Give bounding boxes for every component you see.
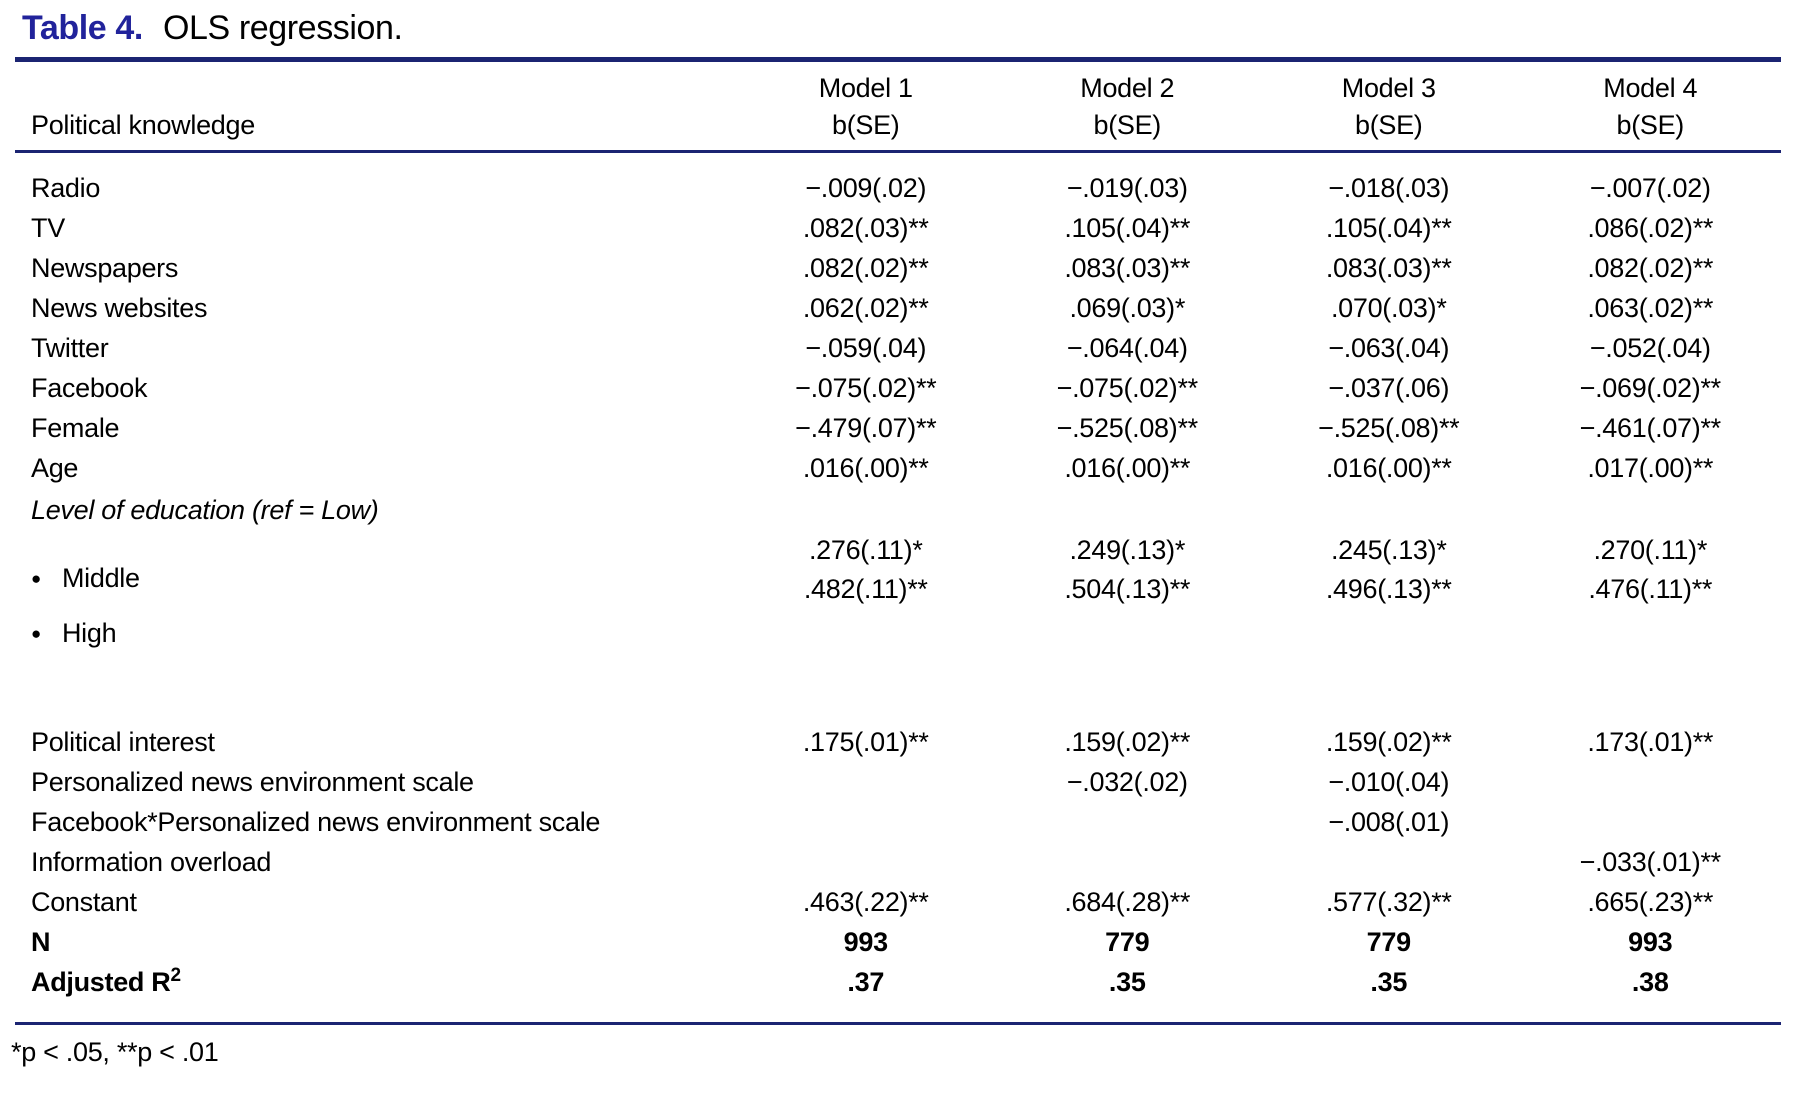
- table-row-adjusted-r2: [15, 962, 1781, 1002]
- cell-value: .35: [1108, 966, 1146, 997]
- paper-page: [11, 0, 1781, 1068]
- cell-value: .35: [1370, 966, 1408, 997]
- list-item-middle: [15, 563, 735, 594]
- cell-value: −.033(.01)**: [1579, 846, 1721, 877]
- header-model-3: Model 3: [1341, 73, 1436, 103]
- table-header: [15, 62, 1781, 150]
- cell-value: .016(.00)**: [1325, 452, 1452, 483]
- cell-value: .082(.02)**: [1587, 252, 1714, 283]
- table-row-tv: [15, 208, 1781, 248]
- table-title: [22, 0, 1781, 48]
- cell-value: .577(.32)**: [1325, 886, 1452, 917]
- header-stat-4: b(SE): [1616, 110, 1685, 140]
- cell-value: 993: [1628, 926, 1673, 957]
- row-label: Constant: [31, 886, 137, 917]
- cell-value: −.059(.04): [805, 332, 927, 363]
- cell-value: .173(.01)**: [1587, 726, 1714, 757]
- header-stat-1: b(SE): [831, 110, 900, 140]
- table-header-row-stats: [15, 107, 1781, 144]
- row-label: TV: [31, 212, 65, 243]
- table-row-political-interest: [15, 722, 1781, 762]
- header-stub: Political knowledge: [31, 110, 255, 140]
- cell-value: .175(.01)**: [802, 726, 929, 757]
- cell-value: .083(.03)**: [1325, 252, 1452, 283]
- table-row-news-websites: [15, 288, 1781, 328]
- cell-value: −.075(.02)**: [1056, 372, 1198, 403]
- row-label: Age: [31, 452, 79, 483]
- cell-value: −.525(.08)**: [1056, 412, 1198, 443]
- cell-value: −.008(.01): [1328, 806, 1450, 837]
- cell-value: .062(.02)**: [802, 292, 929, 323]
- bullet-icon: ●: [31, 568, 41, 588]
- cell-value: .016(.00)**: [802, 452, 929, 483]
- cell-value: .016(.00)**: [1064, 452, 1191, 483]
- row-label: Level of education (ref = Low): [31, 494, 379, 525]
- cell-value: −.063(.04): [1328, 332, 1450, 363]
- table-body: [15, 153, 1781, 1022]
- table-footnote: *p < .05, **p < .01: [11, 1037, 219, 1067]
- cell-value: .270(.11)*: [1593, 534, 1708, 565]
- cell-value: .38: [1631, 966, 1669, 997]
- table-bottom-rule: [15, 1022, 1781, 1025]
- cell-value: .159(.02)**: [1064, 726, 1191, 757]
- header-stat-3: b(SE): [1354, 110, 1423, 140]
- cell-value: −.069(.02)**: [1579, 372, 1721, 403]
- row-label: Radio: [31, 172, 101, 203]
- cell-value: −.075(.02)**: [795, 372, 937, 403]
- cell-value: .069(.03)*: [1069, 292, 1186, 323]
- row-label: Twitter: [31, 332, 109, 363]
- row-label: Information overload: [31, 846, 272, 877]
- table-row-n: [15, 922, 1781, 962]
- adjusted-r-label: Adjusted R: [31, 966, 171, 997]
- cell-value: −.010(.04): [1328, 766, 1450, 797]
- cell-value: .276(.11)*: [808, 534, 923, 565]
- cell-value: .482(.11)**: [803, 573, 928, 604]
- cell-value: 779: [1366, 926, 1411, 957]
- row-label: Facebook: [31, 372, 148, 403]
- row-label: Female: [31, 412, 120, 443]
- table-row-facebook-pne-scale: [15, 802, 1781, 842]
- cell-value: .684(.28)**: [1064, 886, 1191, 917]
- section-spacer: [15, 656, 1781, 722]
- table-row-constant: [15, 882, 1781, 922]
- table-row-female: [15, 408, 1781, 448]
- table-row-facebook: [15, 368, 1781, 408]
- cell-value: .37: [847, 966, 885, 997]
- cell-value: 779: [1105, 926, 1150, 957]
- cell-value: .249(.13)*: [1069, 534, 1186, 565]
- row-label: [15, 964, 735, 998]
- row-label: Facebook*Personalized news environment scale: [31, 806, 601, 837]
- cell-value: .159(.02)**: [1325, 726, 1452, 757]
- cell-value: .463(.22)**: [802, 886, 929, 917]
- table-row-age: [15, 448, 1781, 488]
- cell-value: −.479(.07)**: [795, 412, 937, 443]
- table-number: Table 4.: [22, 9, 143, 47]
- header-model-1: Model 1: [818, 73, 913, 103]
- row-label: Middle: [61, 562, 140, 593]
- header-model-2: Model 2: [1080, 73, 1175, 103]
- table-caption: OLS regression.: [162, 9, 403, 47]
- cell-value: −.461(.07)**: [1579, 412, 1721, 443]
- cell-value: .017(.00)**: [1587, 452, 1714, 483]
- table-row-pne-scale: [15, 762, 1781, 802]
- row-label: Political interest: [31, 726, 215, 757]
- cell-value: .504(.13)**: [1064, 573, 1191, 604]
- cell-value: .105(.04)**: [1325, 212, 1452, 243]
- cell-value: .070(.03)*: [1330, 292, 1447, 323]
- header-model-4: Model 4: [1603, 73, 1698, 103]
- table-row-education-high: [15, 610, 1781, 656]
- list-item-high: [15, 618, 735, 649]
- cell-value: .496(.13)**: [1325, 573, 1452, 604]
- table-row-newspapers: [15, 248, 1781, 288]
- cell-value: −.525(.08)**: [1318, 412, 1460, 443]
- table-row-education-header: [15, 488, 1781, 532]
- cell-value: −.037(.06): [1328, 372, 1450, 403]
- cell-value: .086(.02)**: [1587, 212, 1714, 243]
- cell-value: .665(.23)**: [1587, 886, 1714, 917]
- row-label: Newspapers: [31, 252, 179, 283]
- cell-value: −.052(.04): [1589, 332, 1711, 363]
- cell-value: −.018(.03): [1328, 172, 1450, 203]
- cell-value: −.032(.02): [1066, 766, 1188, 797]
- table-row-twitter: [15, 328, 1781, 368]
- cell-value: −.009(.02): [805, 172, 927, 203]
- row-label: N: [31, 926, 51, 957]
- table-row-education-middle: [15, 562, 1781, 610]
- table-row-radio: [15, 168, 1781, 208]
- cell-value: −.007(.02): [1589, 172, 1711, 203]
- row-label: News websites: [31, 292, 208, 323]
- row-label: Personalized news environment scale: [31, 766, 474, 797]
- cell-value: .063(.02)**: [1587, 292, 1714, 323]
- bullet-icon: ●: [31, 623, 41, 643]
- table-row-information-overload: [15, 842, 1781, 882]
- cell-value: .082(.03)**: [802, 212, 929, 243]
- cell-value: 993: [843, 926, 888, 957]
- cell-value: .082(.02)**: [802, 252, 929, 283]
- cell-value: .105(.04)**: [1064, 212, 1191, 243]
- row-label: High: [61, 617, 117, 648]
- cell-value: .245(.13)*: [1330, 534, 1447, 565]
- cell-value: −.064(.04): [1066, 332, 1188, 363]
- cell-value: .083(.03)**: [1064, 252, 1191, 283]
- adjusted-r-exponent: 2: [170, 964, 181, 986]
- table-header-row-models: [15, 70, 1781, 107]
- cell-value: −.019(.03): [1066, 172, 1188, 203]
- cell-value: .476(.11)**: [1588, 573, 1713, 604]
- header-stat-2: b(SE): [1093, 110, 1162, 140]
